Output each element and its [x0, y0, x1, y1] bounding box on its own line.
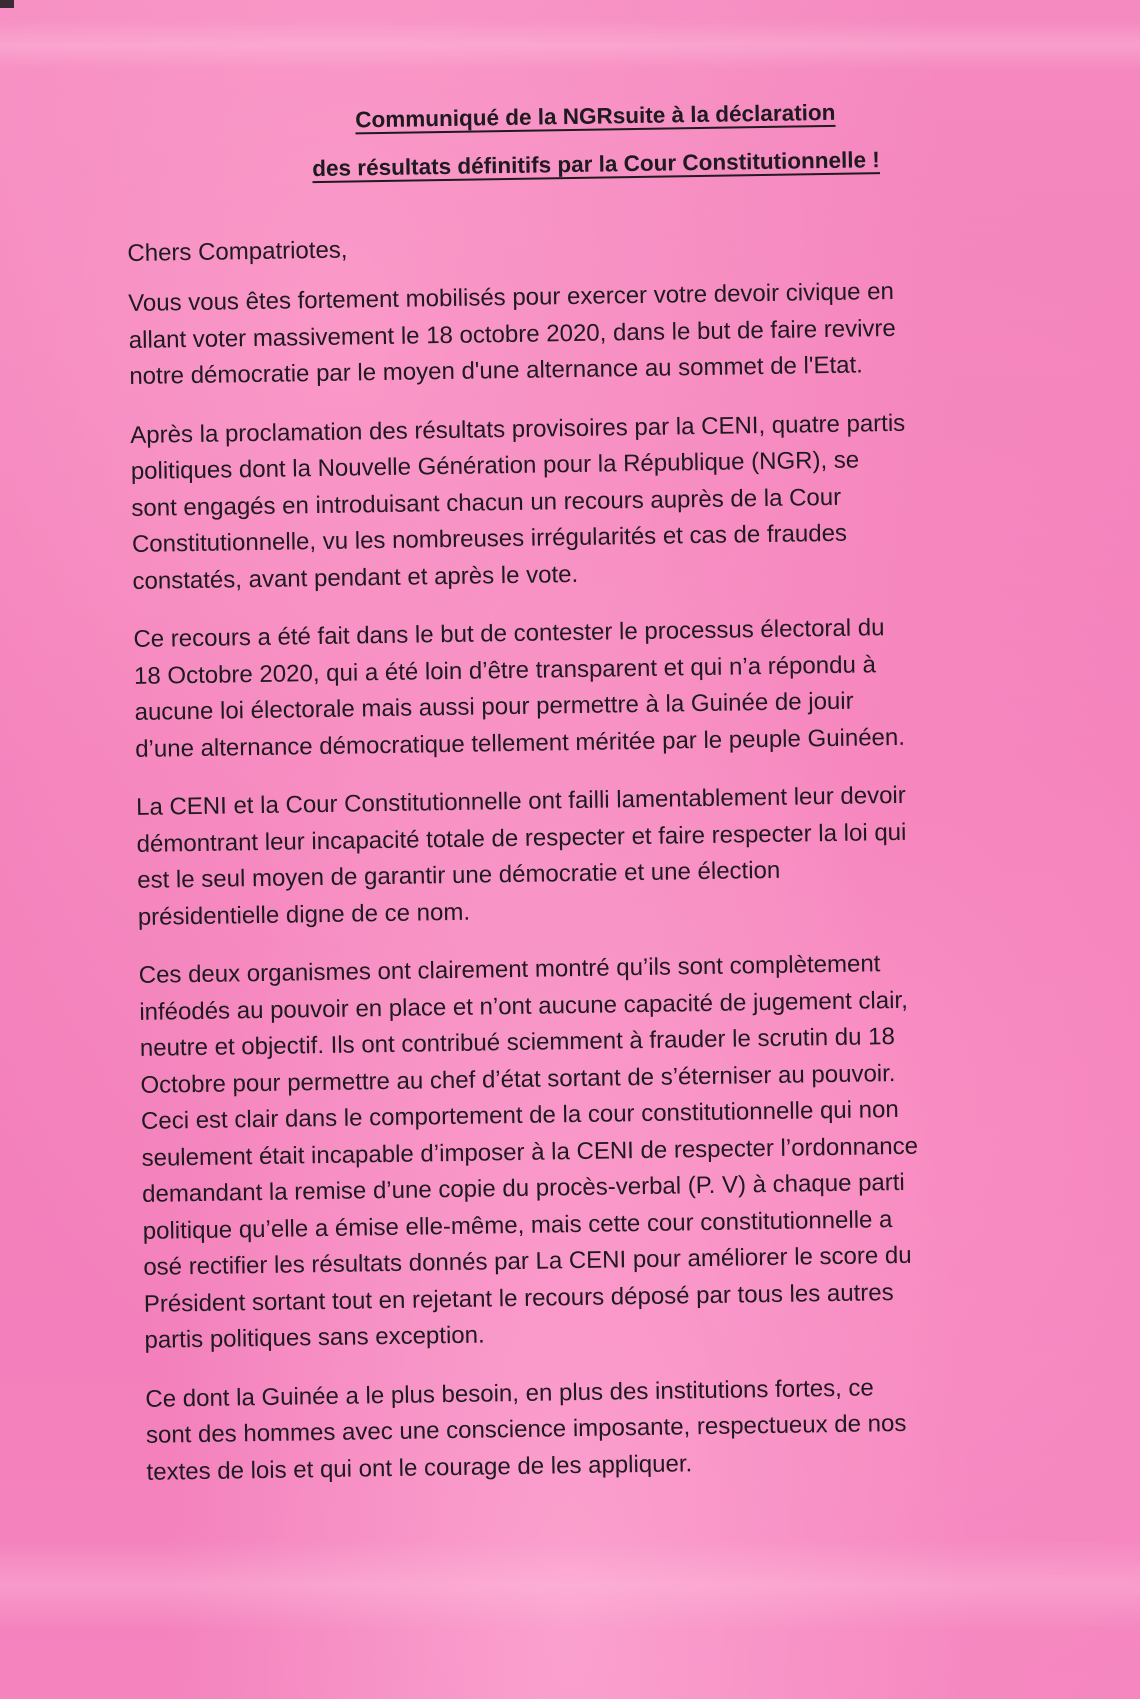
- title-line-2: des résultats définitifs par la Cour Constitutionnelle !: [312, 147, 881, 182]
- communique-title: [115, 85, 1076, 196]
- paper-fold-highlight: [0, 1540, 1140, 1630]
- title-line-1: Communiqué de la NGRsuite à la déclaration: [355, 99, 836, 133]
- greeting: Chers Compatriotes,: [127, 236, 348, 267]
- corner-mark: [0, 0, 14, 8]
- paragraph-1: Vous vous êtes fortement mobilisés pour exercer votre devoir civique en allant voter massivement le 18 octobre 2020, dans le but de faire revivre notre démocratie par le moyen d'une alternance au sommet de l'Etat.: [127, 277, 896, 390]
- communique-body: [125, 85, 1122, 1513]
- paragraph-3: Ce recours a été fait dans le but de contester le processus électoral du 18 Octobre 2020, qui a été loin d’être transparent et qui n’a répondu à aucune loi électorale mais aussi pour permettre à la Guinée de jouir d’une alternance démocratique tellement méritée par le peuple Guinéen.: [133, 614, 906, 763]
- paragraph-4: La CENI et la Cour Constitutionnelle ont failli lamentablement leur devoir démontrant leur incapacité totale de respecter et faire respecter la loi qui est le seul moyen de garantir une démocratie et une élection présidentielle digne de ce nom.: [135, 781, 907, 931]
- paper-fold-highlight-top: [0, 20, 1140, 70]
- paragraph-2: Après la proclamation des résultats provisoires par la CENI, quatre partis politiques dont la Nouvelle Génération pour la République (NGR), se sont engagés en introduisant chacun un recours auprès de la Cour Constitutionnelle, vu les nombreuses irrégularités et cas de fraudes constatés, avant pendant et après le vote.: [130, 409, 906, 595]
- paragraph-6: Ce dont la Guinée a le plus besoin, en plus des institutions fortes, ce sont des hommes avec une conscience imposante, respectueux de nos textes de lois et qui ont le courage de les appliquer.: [145, 1373, 907, 1486]
- paragraph-5: Ces deux organismes ont clairement montré qu’ils sont complètement inféodés au pouvoir en place et n’ont aucune capacité de jugement clair, neutre et objectif. Ils ont contribué sciemment à frauder le scrutin du 18 Octobre pour permettre au chef d’état sortant de s’éterniser au pouvoir. Ceci est clair dans le comportement de la cour constitutionnelle qui non seulement était incapable d’imposer à la CENI de respecter l’ordonnance demandant la remise d’une copie du procès-verbal (P. V) à chaque parti politique qu’elle a émise elle-même, mais cette cour constitutionnelle a osé rectifier les résultats donnés par La CENI pour améliorer le score du Président sortant tout en rejetant le recours déposé par tous les autres partis politiques sans exception.: [138, 950, 919, 1354]
